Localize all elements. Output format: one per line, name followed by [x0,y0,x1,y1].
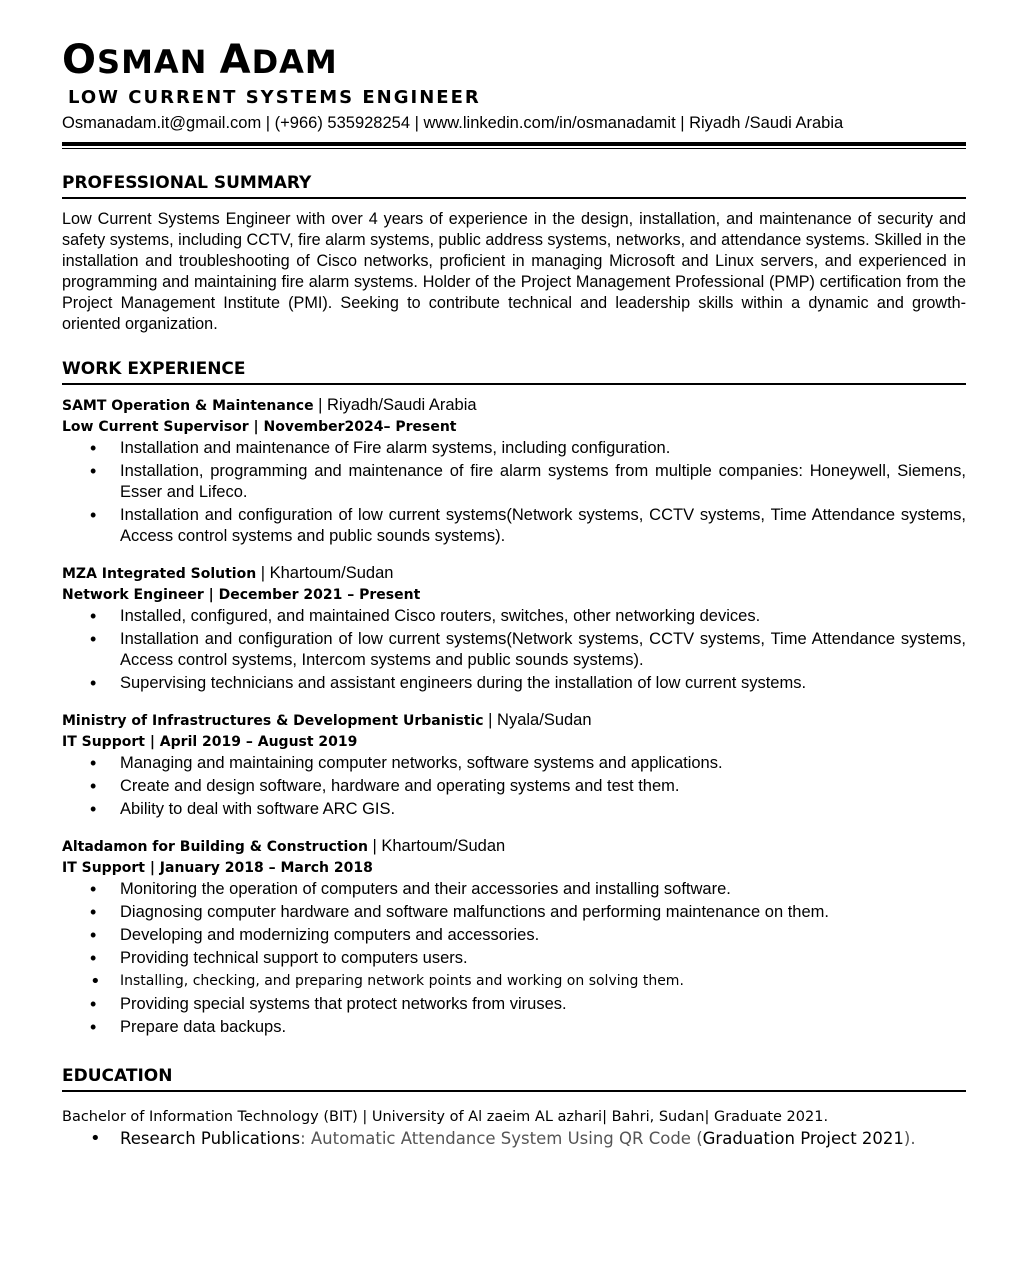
header-divider [62,142,966,146]
candidate-title: LOW CURRENT SYSTEMS ENGINEER [68,87,481,108]
experience-heading: WORK EXPERIENCE [62,357,966,385]
job-role: IT Support | April 2019 – August 2019 [62,734,358,750]
job-role-line [62,585,966,606]
degree-line: Bachelor of Information Technology (BIT) | University of Al zaeim AL azhari| Bahri, Sudan| Graduate 2021. [62,1109,829,1125]
job-company: Ministry of Infrastructures & Development Urbanistic [62,713,484,729]
job-bullet: • Providing technical support to computers users. [120,948,966,969]
job-bullet: • Installation and maintenance of Fire alarm systems, including configuration. [120,438,966,459]
job-role: IT Support | January 2018 – March 2018 [62,860,373,876]
job-location: | Khartoum/Sudan [367,837,506,855]
contact-line: Osmanadam.it@gmail.com | (+966) 535928254 | www.linkedin.com/in/osmanadamit | Riyadh /Saudi Arabia [62,114,844,132]
job-entry [62,710,966,820]
job-location: | Riyadh/Saudi Arabia [313,396,477,414]
job-entry [62,395,966,547]
job-bullet: • Diagnosing computer hardware and software malfunctions and performing maintenance on them. [120,902,966,923]
header-divider-thin [62,148,966,149]
job-bullet: • Installation, programming and maintenance of fire alarm systems from multiple companies: Honeywell, Siemens, Esser and Lifeco. [120,461,966,503]
job-bullet: • Create and design software, hardware and operating systems and test them. [120,776,966,797]
job-role-line [62,732,966,753]
job-role: Low Current Supervisor | November2024– Present [62,419,457,435]
job-bullet: • Supervising technicians and assistant engineers during the installation of low current systems. [120,673,966,694]
job-company-line [62,563,966,585]
publications-list [62,1128,966,1149]
job-role: Network Engineer | December 2021 – Present [62,587,421,603]
job-location: | Khartoum/Sudan [256,564,394,582]
job-role-line [62,417,966,438]
job-bullet: • Installing, checking, and preparing network points and working on solving them. [120,971,966,992]
job-bullet: • Prepare data backups. [120,1017,966,1038]
summary-text: Low Current Systems Engineer with over 4 years of experience in the design, installation, and maintenance of security and safety systems, including CCTV, fire alarm systems, public address systems, networks, and attendance systems. Skilled in the installation and troubleshooting of Cisco networks, proficient in managing Microsoft and Linux servers, and experienced in programming and maintaining fire alarm systems. Holder of the Project Management Professional (PMP) certification from the Project Management Institute (PMI). Seeking to contribute technical and leadership skills within a dynamic and growth-oriented organization. [62,210,966,333]
job-entry [62,563,966,694]
job-company: MZA Integrated Solution [62,566,257,582]
job-company-line [62,710,966,732]
job-bullet: • Providing special systems that protect networks from viruses. [120,994,966,1015]
job-location: | Nyala/Sudan [483,711,592,729]
summary-heading: PROFESSIONAL SUMMARY [62,171,966,199]
job-bullet: • Developing and modernizing computers and accessories. [120,925,966,946]
jobs-list [62,395,966,1038]
job-bullet: • Managing and maintaining computer networks, software systems and applications. [120,753,966,774]
publication-item: • Research Publications: Automatic Attendance System Using QR Code (Graduation Project 2021). [120,1128,966,1149]
job-bullets [62,606,966,694]
job-bullets [62,438,966,547]
candidate-name: OSMAN ADAM [62,37,338,83]
job-bullet: • Installation and configuration of low current systems(Network systems, CCTV systems, Time Attendance systems, Access control systems and public sounds systems). [120,505,966,547]
job-company: SAMT Operation & Maintenance [62,398,314,414]
job-bullet: • Monitoring the operation of computers and their accessories and installing software. [120,879,966,900]
resume-page [62,38,966,1151]
job-bullet: • Installed, configured, and maintained Cisco routers, switches, other networking devices. [120,606,966,627]
job-bullet: • Installation and configuration of low current systems(Network systems, CCTV systems, Time Attendance systems, Access control systems, Intercom systems and public sounds systems). [120,629,966,671]
job-company: Altadamon for Building & Construction [62,839,368,855]
job-company-line [62,836,966,858]
job-company-line [62,395,966,417]
job-bullets [62,753,966,820]
job-bullet: • Ability to deal with software ARC GIS. [120,799,966,820]
job-entry [62,836,966,1038]
job-role-line [62,858,966,879]
education-heading: EDUCATION [62,1064,966,1092]
job-bullets [62,879,966,1038]
